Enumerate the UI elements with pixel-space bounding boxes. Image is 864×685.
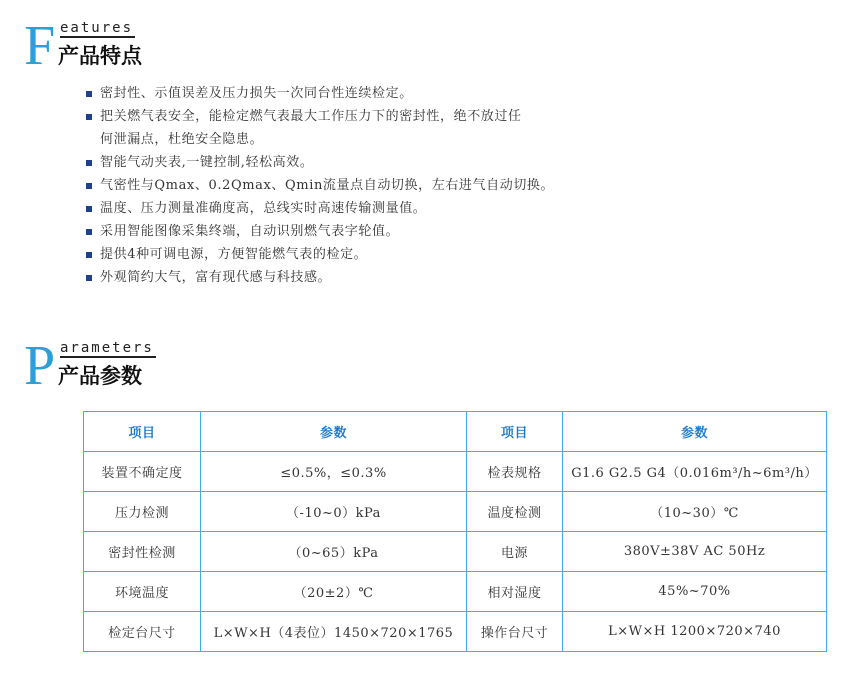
table-cell: 电源 [467, 532, 563, 572]
feature-text: 采用智能图像采集终端，自动识别燃气表字轮值。 [100, 224, 400, 239]
feature-text: 密封性、示值误差及压力损失一次同台性连续检定。 [100, 86, 413, 101]
feature-item-continuation [86, 128, 646, 151]
parameters-table [83, 411, 827, 652]
table-cell: 380V±38V AC 50Hz [563, 532, 827, 572]
feature-text: 外观简约大气，富有现代感与科技感。 [100, 270, 332, 285]
table-row [84, 612, 827, 652]
table-cell: 装置不确定度 [84, 452, 201, 492]
feature-item [86, 174, 646, 197]
feature-text: 何泄漏点，杜绝安全隐患。 [100, 132, 264, 147]
table-cell: 密封性检测 [84, 532, 201, 572]
feature-item [86, 105, 646, 128]
bullet-icon [86, 275, 92, 281]
table-cell: L×W×H 1200×720×740 [563, 612, 827, 652]
table-cell: 温度检测 [467, 492, 563, 532]
table-cell: L×W×H（4表位）1450×720×1765 [201, 612, 467, 652]
feature-item [86, 266, 646, 289]
bullet-icon [86, 160, 92, 166]
column-header: 项目 [467, 412, 563, 452]
column-header: 项目 [84, 412, 201, 452]
feature-item [86, 220, 646, 243]
table-cell: 45%~70% [563, 572, 827, 612]
bullet-icon [86, 114, 92, 120]
bullet-icon [86, 206, 92, 212]
table-row [84, 572, 827, 612]
table-cell: 环境温度 [84, 572, 201, 612]
table-cell: 检定台尺寸 [84, 612, 201, 652]
column-header: 参数 [563, 412, 827, 452]
table-cell: 检表规格 [467, 452, 563, 492]
table-cell: 操作台尺寸 [467, 612, 563, 652]
table-cell: （0~65）kPa [201, 532, 467, 572]
feature-text: 气密性与Qmax、0.2Qmax、Qmin流量点自动切换，左右进气自动切换。 [100, 178, 555, 193]
table-cell: ≤0.5%，≤0.3% [201, 452, 467, 492]
features-heading-letter: F [24, 15, 56, 77]
table-cell: 压力检测 [84, 492, 201, 532]
feature-item [86, 243, 646, 266]
parameters-heading-letter: P [24, 335, 56, 397]
table-cell: （10~30）℃ [563, 492, 827, 532]
features-heading-word: eatures [60, 20, 134, 36]
feature-text: 把关燃气表安全，能检定燃气表最大工作压力下的密封性，绝不放过任 [100, 109, 522, 124]
bullet-icon [86, 252, 92, 258]
table-header-row [84, 412, 827, 452]
feature-text: 智能气动夹表,一键控制,轻松高效。 [100, 155, 314, 170]
table-cell: G1.6 G2.5 G4（0.016m³/h~6m³/h） [563, 452, 827, 492]
feature-item [86, 82, 646, 105]
table-cell: （20±2）℃ [201, 572, 467, 612]
column-header: 参数 [201, 412, 467, 452]
features-list [86, 82, 646, 289]
table-row [84, 452, 827, 492]
feature-text: 提供4种可调电源，方便智能燃气表的检定。 [100, 247, 368, 262]
bullet-icon [86, 229, 92, 235]
parameters-heading-title: 产品参数 [58, 364, 142, 388]
parameters-heading-word: arameters [60, 340, 154, 356]
feature-text: 温度、压力测量准确度高，总线实时高速传输测量值。 [100, 201, 427, 216]
feature-item [86, 151, 646, 174]
table-cell: 相对湿度 [467, 572, 563, 612]
bullet-icon [86, 91, 92, 97]
table-cell: （-10~0）kPa [201, 492, 467, 532]
bullet-icon [86, 183, 92, 189]
table-row [84, 492, 827, 532]
features-heading-title: 产品特点 [58, 44, 142, 68]
feature-item [86, 197, 646, 220]
table-row [84, 532, 827, 572]
